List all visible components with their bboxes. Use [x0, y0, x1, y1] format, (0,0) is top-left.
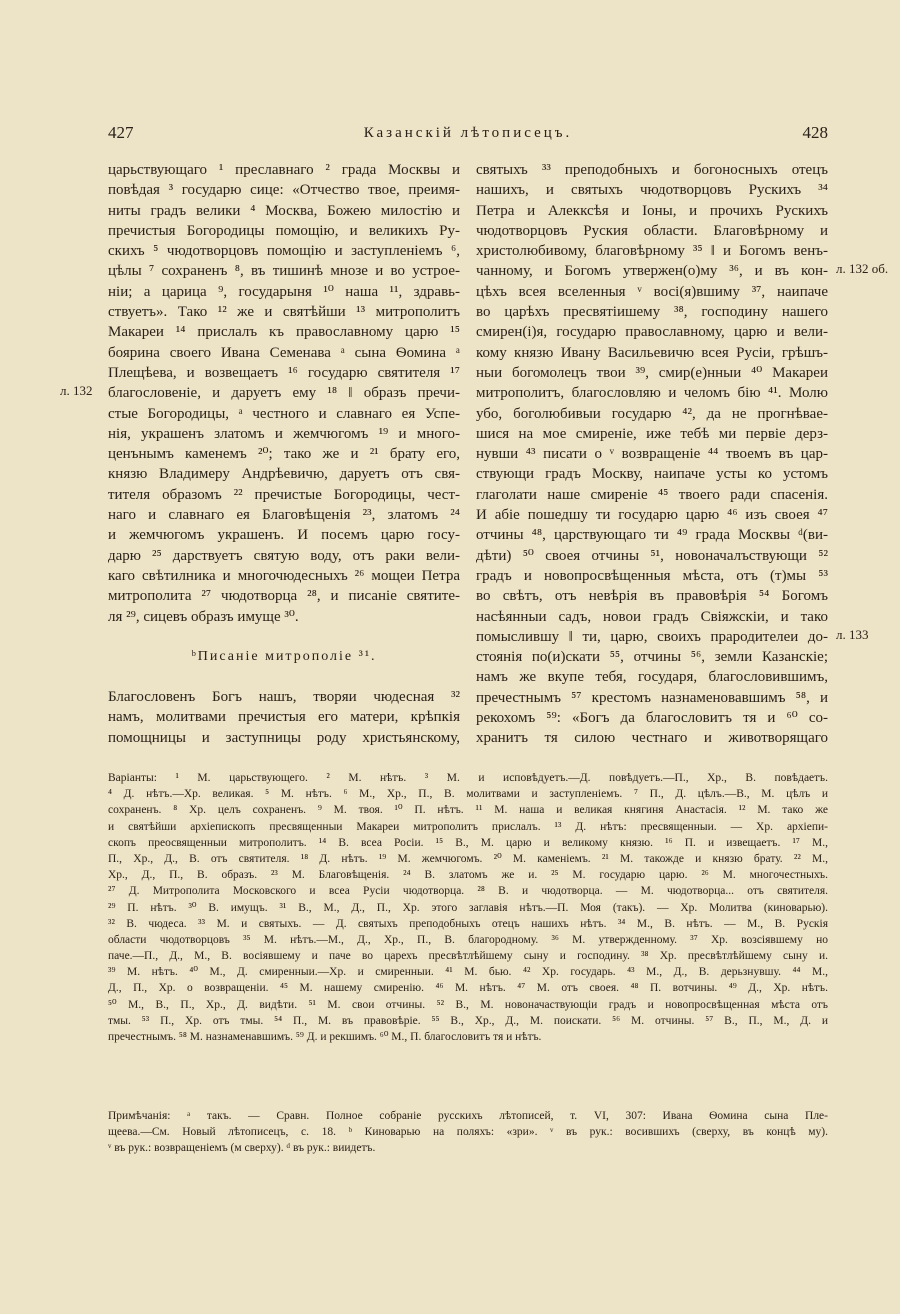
left-text-column — [108, 160, 460, 748]
text-line: ценънымъ каменемъ ²⁰; тако же и ²¹ брату его, — [108, 446, 460, 463]
text-line: ⁵⁰ М., В., П., Хр., Д. видѣти. ⁵¹ М. свои отчины. ⁵² В., М. новоначаствующіи градъ и новопросвѣщенная мѣста отъ — [108, 998, 828, 1011]
text-line: и святѣйши архіепископъ пресвященныи Макареи митрополитъ прислалъ. ¹³ Д. нѣтъ: пресвященныи. — Хр. архіепи- — [108, 820, 828, 833]
text-line: скихъ ⁵ чюдотворцовъ помощію и заступленіемъ ⁶, — [108, 243, 460, 260]
text-line: цѣлы ⁷ сохраненъ ⁸, въ тишинѣ мнозе и во устрое- — [108, 263, 460, 280]
text-line: паче.—П., Д., М., В. восіявшему и паче во царехъ пресвѣтлѣйшему сыну и господину. ³⁸ Хр. пресвѣтлѣйшему сыну и. — [108, 950, 828, 963]
text-line: святыхъ ³³ преподобныхъ и богоносныхъ отецъ — [476, 162, 828, 178]
variants-apparatus — [108, 770, 828, 1045]
section-title: ᵇПисаніе митрополіе ³¹. — [191, 648, 377, 664]
text-line: дарю ²⁵ дарствуетъ святую воду, отъ раки вели- — [108, 547, 460, 564]
text-line: кому князю Ивану Васильевичю всея Русіи, грѣшъ- — [476, 344, 828, 361]
margin-folio-right-1: л. 132 об. — [836, 261, 889, 276]
text-line: Плещѣева, и возвещаетъ ¹⁶ государю святителя ¹⁷ — [108, 364, 460, 381]
text-line: ниты градъ велики ⁴ Москва, Божею милостію и — [108, 202, 460, 219]
text-line: сохраненъ. ⁸ Хр. целъ сохраненъ. ⁹ М. твоя. ¹⁰ П. нѣтъ. ¹¹ М. наша и великая княгиня Анастасія. ¹² М. тако же — [108, 804, 828, 817]
text-line: И абіе пошедшу ти государю царю ⁴⁶ изъ своея ⁴⁷ — [476, 507, 828, 524]
text-line: ²⁷ Д. Митрополита Московского и всеа Русіи чюдотворца. ²⁸ В. и чюдотворца. — М. чюдотворца... отъ святителя. — [108, 885, 828, 898]
text-line: П., Хр., Д., В. отъ святителя. ¹⁸ Д. нѣтъ. ¹⁹ М. жемчюгомъ. ²⁰ М. каменіемъ. ²¹ М. такожде и князю брату. ²² М., — [108, 852, 828, 865]
text-line: помыслившу ‖ ти, царю, своихъ прародителеи до- — [476, 628, 828, 645]
text-line: дѣти) ⁵⁰ своея отчины ⁵¹, новоначалъствующи ⁵² — [476, 547, 828, 564]
text-line: тмы. ⁵³ П., Хр. отъ тмы. ⁵⁴ П., М. въ правовѣріе. ⁵⁵ В., Хр., Д., М. поискати. ⁵⁶ М. отчины. ⁵⁷ В., П., М., Д. и — [108, 1014, 828, 1027]
text-line: хранитъ тя силою честнаго и животворящаго — [476, 730, 828, 747]
text-line: рекохомъ ⁵⁹: «Богъ да благословитъ тя и ⁶⁰ со- — [476, 710, 828, 727]
text-line: князю Владимеру Андрѣевичю, даруетъ отъ свя- — [108, 466, 460, 483]
right-text-column — [476, 160, 828, 749]
text-line: христолюбивому, благовѣрному ³⁵ ‖ и Богомъ венъ- — [476, 243, 828, 260]
text-line: стые Богородицы, ᵃ честного и славнаго ея Успе- — [108, 405, 460, 422]
text-line: нашихъ, и святыхъ чюдотворцовъ Рускихъ ³⁴ — [476, 182, 828, 199]
text-line: стоянія по(и)скати ⁵⁵, отчины ⁵⁶, земли Казанскіе; — [476, 649, 828, 666]
text-line: во свѣтъ, отъ невѣрія въ правовѣрія ⁵⁴ Богомъ — [476, 588, 828, 605]
text-line: нувши ⁴³ писати о ᵛ возвращеніе ⁴⁴ твоемъ въ цар- — [476, 446, 828, 463]
text-line: и жемчюгомъ украшенъ. И посемъ царю госу- — [108, 527, 460, 544]
text-line: ²⁹ П. нѣтъ. ³⁰ В. имущъ. ³¹ В., М., Д., П., Хр. этого заглавія нѣтъ.—П. Моя (такъ). — Хр. Молитва (киноварью). — [108, 901, 828, 914]
margin-folio-right-2: л. 133 — [836, 627, 869, 642]
text-line: Хр., Д., П., В. образъ. ²³ М. Благовѣщенія. ²⁴ В. златомъ же и. ²⁵ М. государю царю. ²⁶ М. многочестныхъ. — [108, 869, 828, 882]
text-line: чанному, и Богомъ утвержен(о)му ³⁶, и въ кон- — [476, 263, 828, 280]
notes-apparatus — [108, 1108, 828, 1157]
text-line: Благословенъ Богъ нашъ, творяи чюдесная ³² — [108, 689, 460, 706]
text-line: помощницы и заступницы роду христьянскому, — [108, 729, 460, 746]
text-line: ствующи градъ Москву, наипаче усты ко устомъ — [476, 466, 828, 483]
text-line: убо, боголюбивыи государю ⁴², да не прогнѣвае- — [476, 405, 828, 422]
text-line: ля ²⁹, сицевъ образъ имуще ³⁰. — [108, 608, 299, 625]
text-line: щеева.—См. Новый лѣтописецъ, с. 18. ᵇ Киноварью на поляхъ: «зри». ᵛ въ рук.: восившихъ (сверху, въ концѣ му). — [108, 1126, 828, 1139]
text-line: Макареи ¹⁴ прислалъ къ православному царю ¹⁵ — [108, 324, 460, 341]
text-line: ныи богомолецъ твои ³⁹, смир(е)нныи ⁴⁰ Макареи — [476, 364, 828, 381]
text-line: глаголати наше смиреніе ⁴⁵ твоего ради спасенія. — [476, 486, 828, 503]
text-line: повѣдая ³ государю сице: «Отчество твое, преимя- — [108, 182, 460, 199]
text-line: цѣхъ всея вселенныя ᵛ восі(я)вшиму ³⁷, наипаче — [476, 283, 828, 300]
text-line: пречестнымъ. ⁵⁸ М. назнаменавшимъ. ⁵⁹ Д. и рекшимъ. ⁶⁰ М., П. благословитъ тя и нѣтъ. — [108, 1031, 542, 1043]
text-line: области чюдотворцовъ ³⁵ М. нѣтъ.—М., Д., Хр., П., В. благородному. ³⁶ М. утвержденному. ³⁷ Хр. возсіявшему но — [108, 933, 828, 946]
text-line: ⁴ Д. нѣтъ.—Хр. великая. ⁵ М. нѣтъ. ⁶ М., Хр., П., В. молитвами и заступленіемъ. ⁷ П., Д. цѣлъ.—В., М. цѣлъ и — [108, 788, 828, 801]
text-line: шися на мое смиреніе, иже тебѣ ми первіе дерз- — [476, 425, 828, 442]
text-line: Примѣчанія: ᵃ такъ. — Сравн. Полное собраніе русскихъ лѣтописей, т. VI, 307: Ивана Ѳомина сына Пле- — [108, 1110, 828, 1122]
text-line: намъ же вкупе тебя, государя, благословившимъ, — [476, 669, 828, 686]
text-line: пречистыя Богородицы помощію, и великихъ Ру- — [108, 222, 460, 239]
text-line: ³² В. чюдеса. ³³ М. и святыхъ. — Д. святыхъ преподобныхъ отецъ нашихъ нѣтъ. ³⁴ М., В. нѣтъ. — М., В. Рускія — [108, 917, 828, 930]
text-line: каго свѣтилника и многочюдесныхъ ²⁶ мощеи Петра — [108, 567, 460, 584]
text-line: чюдотворцовъ Руския области. Благовѣрному и — [476, 222, 828, 239]
text-line: ³⁹ М. нѣтъ. ⁴⁰ М., Д. смиренныи.—Хр. и смиренныи. ⁴¹ М. бью. ⁴² Хр. государь. ⁴³ М., Д., В. дерьзнувшу. ⁴⁴ М., — [108, 966, 828, 979]
text-line: пречестнымъ ⁵⁷ крестомъ назнаменовавшимъ ⁵⁸, и — [476, 689, 828, 706]
text-line: благословеніе, и даруетъ ему ¹⁸ ‖ образъ пречи- — [108, 385, 460, 402]
text-line: Варіанты: ¹ М. царьствующего. ² М. нѣтъ. ³ М. и исповѣдуетъ.—Д. повѣдуетъ.—П., Хр., В. повѣдаетъ. — [108, 772, 828, 784]
text-line: ᵛ въ рук.: возвращеніемъ (м сверху). ᵈ въ рук.: виидетъ. — [108, 1142, 376, 1155]
running-title: Казанскій лѣтописецъ. — [363, 125, 573, 141]
text-line: нія, украшенъ златомъ и жемчюгомъ ¹⁹ и много- — [108, 425, 460, 442]
text-line: боярина своего Ивана Семенава ᵃ сына Ѳомина ᵃ — [108, 344, 460, 361]
text-line: скопъ преосвященныи митрополитъ. ¹⁴ В. всеа Росіи. ¹⁵ В., М. царю и великому князю. ¹⁶ П. и извещаетъ. ¹⁷ М., — [108, 836, 828, 849]
text-line: митрополита ²⁷ чюдотворца ²⁸, и писаніе святите- — [108, 588, 460, 605]
text-line: наго и славнаго ея Благовѣщенія ²³, златомъ ²⁴ — [108, 507, 460, 524]
text-line: градъ и новопросвѣщенныя мѣста, отъ (т)мы ⁵³ — [476, 567, 828, 584]
page-header — [108, 123, 828, 147]
margin-folio-left: л. 132 — [60, 383, 93, 398]
text-line: смирен(і)я, государю православному, царю и вели- — [476, 324, 828, 341]
text-line: митрополитъ, благословляю и челомъ бію ⁴¹. Молю — [476, 385, 828, 402]
page-number-right: 428 — [802, 123, 828, 142]
text-line: отчины ⁴⁸, царствующаго ти ⁴⁹ града Москвы ᵈ(ви- — [476, 527, 828, 544]
text-line: Петра и Алекксѣя и Іоны, и прочихъ Рускихъ — [476, 202, 828, 219]
text-line: ствуетъ». Тако ¹² же и святѣйши ¹³ митрополитъ — [108, 304, 460, 321]
text-line: ніи; а царица ⁹, государыня ¹⁰ наша ¹¹, здравь- — [108, 283, 460, 300]
text-line: намъ, молитвами пречистыя его матери, крѣпкія — [108, 709, 460, 726]
text-line: тителя образомъ ²² пречистые Богородицы, чест- — [108, 486, 460, 503]
text-line: царьствующаго ¹ преславнаго ² града Москвы и — [108, 162, 460, 178]
text-line: во царѣхъ пресвятіишему ³⁸, господину нашего — [476, 304, 828, 321]
page-number-left: 427 — [108, 123, 134, 142]
text-line: Д., П., Хр. о возвращеніи. ⁴⁵ М. нашему смиренію. ⁴⁶ М. нѣтъ. ⁴⁷ М. отъ своея. ⁴⁸ П. вотчины. ⁴⁹ Д., Хр. нѣтъ. — [108, 982, 828, 995]
text-line: насѣянныи садъ, новои градъ Свіяжскіи, и тако — [476, 608, 828, 625]
